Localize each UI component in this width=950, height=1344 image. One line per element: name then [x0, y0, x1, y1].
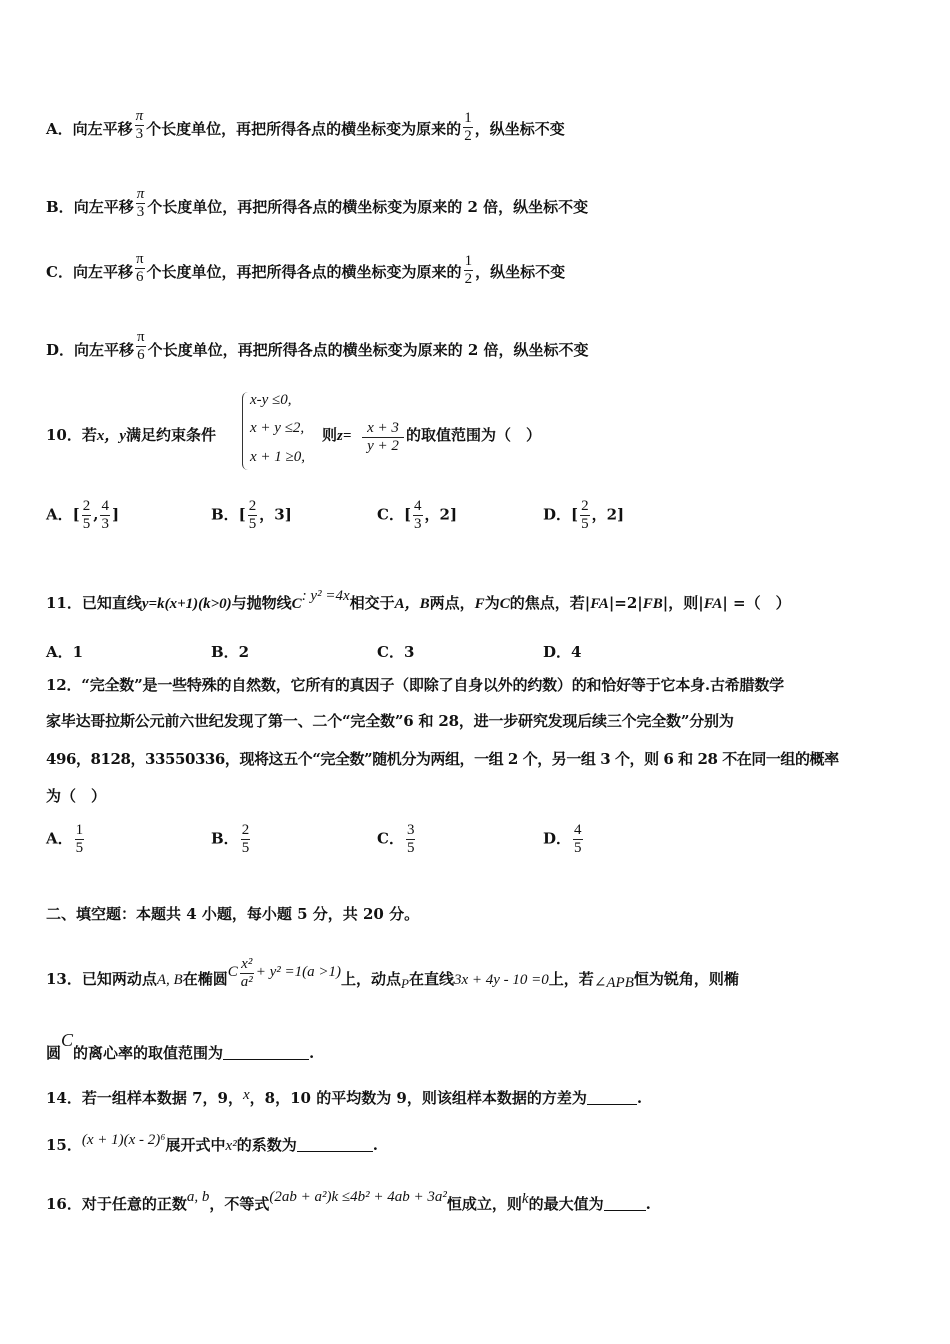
- frac-den: 5: [248, 516, 257, 532]
- frac-den: a²: [240, 974, 253, 990]
- segment-fb: FB: [642, 596, 663, 612]
- q13-line-2: [46, 1030, 315, 1062]
- frac-num: 2: [241, 822, 250, 838]
- q12-option-a: [46, 822, 86, 857]
- point-p: P: [401, 976, 409, 991]
- q15-line: [46, 1132, 378, 1155]
- fraction: [136, 186, 146, 221]
- frac-num: 1: [464, 110, 472, 126]
- q10-option-a: [46, 498, 119, 533]
- q16-line: [46, 1189, 651, 1214]
- q13-line-1: [46, 956, 739, 991]
- frac-den: 5: [406, 840, 415, 856]
- frac-num: 2: [581, 498, 589, 514]
- focus-f: F: [474, 596, 485, 612]
- frac-den: 5: [82, 516, 91, 532]
- q12-option-c: [377, 822, 417, 857]
- curve-c: C: [499, 596, 510, 612]
- question-text: ，8，10 的平均数为 9，则该组样本数据的方差为: [249, 1089, 587, 1107]
- line-equation: y=k(x+1)(k>0): [141, 596, 232, 612]
- option-text: 个长度单位，再把所得各点的横坐标变为原来的: [146, 263, 462, 281]
- segment-fa: FA: [590, 596, 609, 612]
- question-text: 两点，: [429, 594, 475, 612]
- q10-option-c: [377, 498, 457, 533]
- q9-option-c: [46, 251, 565, 288]
- q9-option-a: [46, 108, 565, 145]
- parabola-equation: : y² =4x: [301, 588, 350, 604]
- option-label: D．[: [543, 505, 579, 524]
- question-text: 上，动点: [341, 970, 402, 988]
- option-text: ，纵坐标不变: [475, 263, 566, 281]
- fraction: [248, 498, 258, 533]
- answer-blank[interactable]: [604, 1196, 646, 1211]
- question-text: 恒成立，则: [446, 1195, 522, 1213]
- question-text: 16．对于任意的正数: [46, 1195, 187, 1213]
- term-x2: x²: [225, 1138, 237, 1154]
- fraction: [580, 498, 590, 533]
- fraction: [241, 822, 251, 857]
- question-text: 上，若: [548, 970, 594, 988]
- separator: ,: [93, 505, 99, 524]
- question-text: 15．: [46, 1136, 82, 1154]
- fraction: [75, 822, 85, 857]
- frac-num: x + 3: [367, 420, 399, 436]
- ellipse-equation: + y² =1(a >1): [255, 964, 341, 980]
- question-text: 与抛物线: [231, 594, 292, 612]
- fraction: [135, 251, 145, 286]
- frac-num: 1: [75, 822, 84, 838]
- frac-den: 6: [137, 347, 145, 363]
- option-label: B．: [211, 829, 239, 848]
- question-text: |=2|: [608, 594, 643, 612]
- frac-num: 3: [406, 822, 415, 838]
- fraction: [463, 110, 473, 145]
- option-text: 向左平移: [73, 198, 134, 216]
- fraction: [406, 822, 416, 857]
- option-text: ，3]: [259, 505, 292, 524]
- option-label: C．[: [377, 505, 412, 524]
- option-text: 向左平移: [72, 263, 133, 281]
- question-text: 的最大值为: [528, 1195, 604, 1213]
- option-text: ，纵坐标不变: [474, 120, 565, 138]
- answer-blank[interactable]: [587, 1090, 637, 1105]
- option-text: 向左平移: [74, 341, 135, 359]
- frac-den: 6: [136, 269, 144, 285]
- section-heading: 二、填空题：本题共 4 小题，每小题 5 分，共 20 分。: [46, 905, 420, 923]
- fraction: [136, 329, 146, 364]
- q11-option-a: A．1: [46, 643, 84, 661]
- frac-den: 5: [581, 516, 589, 532]
- option-text: 向左平移: [72, 120, 133, 138]
- question-text: 则: [322, 426, 338, 444]
- angle-apb: ∠APB: [593, 975, 634, 991]
- frac-num: 2: [82, 498, 91, 514]
- question-text: 11．已知直线: [46, 594, 142, 612]
- frac-den: 3: [135, 126, 144, 142]
- frac-den: 3: [414, 516, 422, 532]
- question-text: 为: [484, 594, 500, 612]
- objective-fraction: [362, 420, 404, 455]
- frac-num: π: [135, 108, 144, 124]
- q10-option-b: [211, 498, 292, 533]
- q12-line-3: 496，8128，33550336，现将这五个“完全数”随机分为两组，一组 2 个，另一组 3 个，则 6 和 28 不在同一组的概率: [46, 750, 839, 768]
- frac-den: 5: [241, 840, 250, 856]
- question-text: 在椭圆: [182, 970, 228, 988]
- frac-den: 2: [464, 128, 472, 144]
- period: .: [372, 1136, 378, 1154]
- variable-x: x: [242, 1087, 250, 1103]
- line-equation: 3x + 4y - 10 =0: [453, 972, 549, 988]
- frac-num: π: [135, 251, 144, 267]
- constraint-brace: [242, 392, 249, 470]
- question-text: 在直线: [408, 970, 454, 988]
- inequality: (2ab + a²)k ≤4b² + 4ab + 3a²: [269, 1189, 447, 1205]
- constraint-3: x + 1 ≥0,: [250, 449, 306, 465]
- fraction: [240, 956, 254, 991]
- question-number: 10．若: [46, 426, 97, 444]
- question-text: 恒为锐角，则椭: [633, 970, 739, 988]
- frac-den: 5: [75, 840, 84, 856]
- question-text: | =（ ）: [722, 594, 791, 612]
- q9-option-d: [46, 329, 589, 364]
- q10-stem: [46, 426, 216, 445]
- option-label: C．: [46, 263, 73, 281]
- curve-c: C: [291, 596, 302, 612]
- option-label: D．: [543, 829, 572, 848]
- frac-num: x²: [241, 956, 253, 972]
- question-text: 14．若一组样本数据 7，9，: [46, 1089, 243, 1107]
- period: .: [645, 1195, 651, 1213]
- q12-option-d: [543, 822, 585, 857]
- answer-blank[interactable]: [297, 1137, 373, 1152]
- frac-num: π: [136, 186, 145, 202]
- option-text: 个长度单位，再把所得各点的横坐标变为原来的 2 倍，纵坐标不变: [147, 341, 589, 359]
- variables: x，y: [96, 428, 127, 444]
- points-ab: A, B: [156, 972, 183, 988]
- option-label: D．: [46, 341, 75, 359]
- question-text: ，不等式: [209, 1195, 270, 1213]
- fraction: [573, 822, 583, 857]
- q9-option-b: [46, 186, 588, 221]
- frac-num: 1: [464, 253, 473, 269]
- fraction: [100, 498, 110, 533]
- question-text: 的离心率的取值范围为: [73, 1044, 224, 1062]
- option-label: B．: [46, 198, 74, 216]
- frac-num: 2: [248, 498, 257, 514]
- question-text: 13．已知两动点: [46, 970, 157, 988]
- option-label: A．: [46, 120, 73, 138]
- q14-line: [46, 1089, 642, 1108]
- fraction: [82, 498, 92, 533]
- period: .: [636, 1089, 643, 1107]
- q10-objective: [322, 426, 351, 445]
- segment-fa: FA: [703, 596, 723, 612]
- frac-den: 5: [574, 840, 582, 856]
- frac-num: 4: [414, 498, 422, 514]
- frac-num: 4: [101, 498, 109, 514]
- expression: (x + 1)(x - 2)⁶: [81, 1132, 166, 1148]
- q11-option-d: D．4: [543, 643, 582, 661]
- question-text: 圆: [46, 1044, 62, 1062]
- frac-den: 3: [101, 516, 109, 532]
- q12-line-4: 为（ ）: [46, 787, 107, 805]
- option-label: C．: [377, 829, 404, 848]
- question-text: 的焦点，若|: [509, 594, 591, 612]
- frac-den: y + 2: [362, 437, 404, 455]
- question-text: 满足约束条件: [126, 426, 217, 444]
- variables-ab: a, b: [186, 1189, 210, 1205]
- q12-option-b: [211, 822, 252, 857]
- question-text: 的系数为: [236, 1136, 297, 1154]
- ellipse-c: C: [227, 964, 238, 980]
- frac-den: 2: [464, 271, 473, 287]
- period: .: [309, 1044, 315, 1062]
- points-ab: A，B: [394, 596, 430, 612]
- q12-line-2: 家毕达哥拉斯公元前六世纪发现了第一、二个“完全数”6 和 28，进一步研究发现后续三个完全数”分别为: [46, 712, 734, 730]
- fraction: [413, 498, 423, 533]
- answer-blank[interactable]: [223, 1045, 309, 1060]
- option-text: ，2]: [424, 505, 458, 524]
- q10-option-d: [543, 498, 624, 533]
- option-text: 个长度单位，再把所得各点的横坐标变为原来的: [146, 120, 462, 138]
- objective-z: z=: [337, 428, 352, 444]
- frac-den: 3: [136, 204, 145, 220]
- frac-num: 4: [574, 822, 582, 838]
- option-label: A．: [46, 829, 73, 848]
- question-text: 展开式中: [165, 1136, 226, 1154]
- option-text: ]: [111, 505, 120, 524]
- q10-tail: 的取值范围为（ ）: [406, 426, 542, 444]
- q12-line-1: 12．“完全数”是一些特殊的自然数，它所有的真因子（即除了自身以外的约数）的和恰好等于它本身.古希腊数学: [46, 676, 784, 694]
- ellipse-c: C: [61, 1030, 74, 1050]
- question-text: 相交于: [349, 594, 395, 612]
- question-text: |，则|: [662, 594, 704, 612]
- fraction: [464, 253, 474, 288]
- option-text: ，2]: [591, 505, 625, 524]
- option-label: A．[: [46, 505, 80, 524]
- option-text: 个长度单位，再把所得各点的横坐标变为原来的 2 倍，纵坐标不变: [147, 198, 589, 216]
- constraint-2: x + y ≤2,: [250, 420, 305, 436]
- fraction: [135, 108, 145, 143]
- q11-stem: [46, 588, 791, 613]
- option-label: B．[: [211, 505, 246, 524]
- q11-option-b: B．2: [211, 643, 250, 661]
- q11-option-c: C．3: [377, 643, 415, 661]
- frac-num: π: [137, 329, 145, 345]
- constraint-1: x-y ≤0,: [250, 392, 292, 408]
- variable-k: k: [521, 1191, 529, 1207]
